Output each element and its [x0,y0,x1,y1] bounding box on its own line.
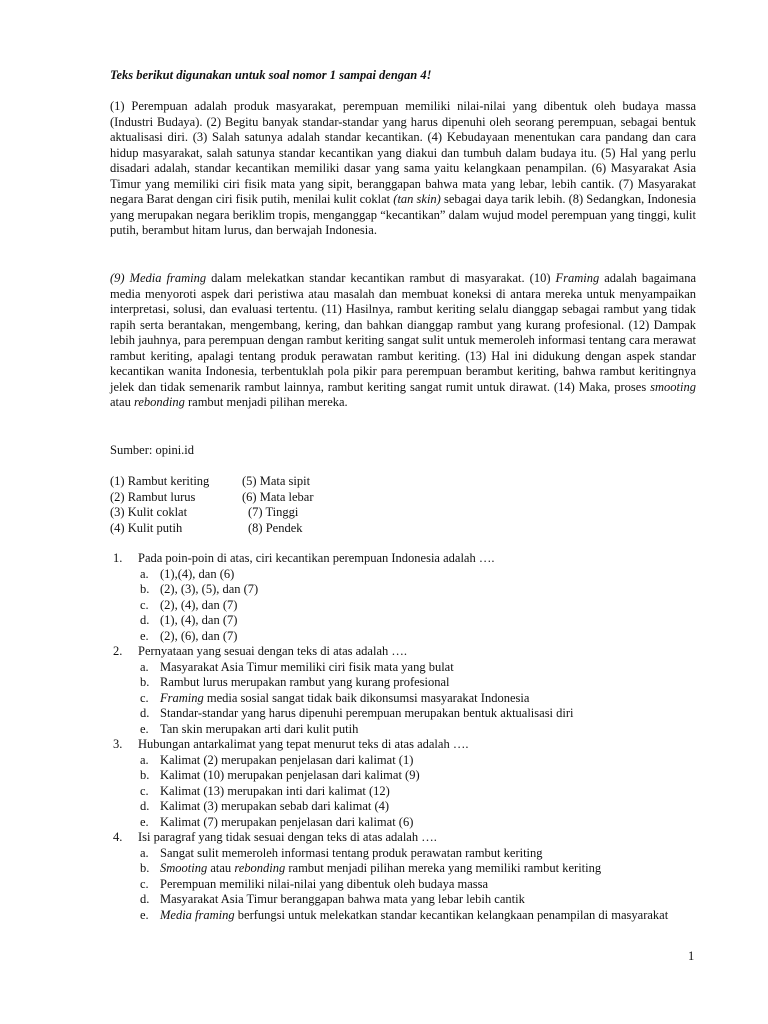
option-text: (2), (3), (5), dan (7) [160,582,259,596]
option-letter: c. [140,690,149,705]
option-letter: a. [140,845,149,860]
answer-option [110,846,710,862]
key-item: (4) Kulit putih [110,520,183,535]
answer-option [110,722,710,738]
option-text: Kalimat (13) merupakan inti dari kalimat (12) [160,783,390,798]
option-letter: a. [140,566,149,581]
paragraph-text: Framing [555,271,600,285]
option-letter: c. [140,876,149,891]
option-letter: d. [140,799,150,813]
answer-option [110,691,710,707]
paragraph-text: (9) Media framing [110,271,207,285]
option-letter: e. [140,721,149,736]
key-item: (1) Rambut keriting [110,474,210,488]
question-text: Isi paragraf yang tidak sesuai dengan teks di atas adalah …. [138,830,437,844]
page-number: 1 [688,949,695,963]
question-text: Pernyataan yang sesuai dengan teks di atas adalah …. [138,644,408,658]
option-letter: d. [140,706,150,720]
option-letter: b. [140,861,150,875]
option-text: Masyarakat Asia Timur memiliki ciri fisik mata yang bulat [160,659,454,674]
question-text: Hubungan antarkalimat yang tepat menurut teks di atas adalah …. [138,737,469,751]
option-text: Kalimat (2) merupakan penjelasan dari kalimat (1) [160,752,414,767]
option-text: Media framing [160,907,235,922]
option-letter: d. [140,613,150,627]
key-list-left [110,474,209,536]
paragraph-text: (1) Perempuan adalah produk masyarakat, perempuan memiliki nilai-nilai yang dibentuk oleh budaya massa (Industri Budaya). (2) Begitu banyak standar-standar yang harus dipenuhi oleh seorang perempuan, sebagai bentuk aktualisasi diri. (3) Salah satunya adalah standar kecantikan. (4) Kebudayaan menentukan cara pandang dan cara hidup masyarakat, salah satunya standar kecantikan yang diakui dan tumbuh dalam budaya itu. (5) Hal yang perlu disadari adalah, standar kecantikan memiliki dasar yang sama yaitu kelangkaan penampilan. (6) Masyarakat Asia Timur yang memiliki ciri fisik mata yang sipit, beranggapan bahwa mata yang lebar, lebih cantik. (7) Masyarakat negara Barat dengan ciri fisik putih, menilai kulit coklat [110,99,696,206]
answer-option [110,799,710,815]
question-number: 1. [113,551,123,565]
answer-option [110,768,710,784]
source-citation: Sumber: opini.id [110,443,195,457]
option-letter: e. [140,907,149,922]
answer-option [110,567,710,583]
paragraph-text: atau [110,395,134,409]
question [110,830,710,923]
question-number: 4. [113,830,123,844]
option-text: Kalimat (10) merupakan penjelasan dari kalimat (9) [160,768,420,782]
option-letter: e. [140,628,149,643]
answer-option [110,861,710,877]
answer-option [110,892,710,908]
option-text: Masyarakat Asia Timur beranggapan bahwa mata yang lebar lebih cantik [160,892,525,906]
paragraph-text: adalah bagaimana media menyoroti aspek dari peristiwa atau masalah dan membuat koneksi di antara mereka untuk menyampaikan interpretasi, solusi, dan evaluasi tertentu. (11) Hasilnya, rambut keriting selalu dianggap sebagai rambut yang tidak rapih serta berantakan, mengembang, kering, dan bahkan dianggap rambut yang kurang profesional. (12) Dampak lebih jauhnya, para perempuan dengan rambut keriting sangat sulit untuk memeroleh informasi tentang cara merawat rambut keriting, apalagi tentang produk perawatan rambut keriting. (13) Hal ini didukung dengan aspek standar kecantikan wanita Indonesia, terbentuklah pola pikir para perempuan berambut keriting, bahwa rambut keritingnya jelek dan tidak semenarik rambut lainnya, rambut keriting sangat rumit untuk dirawat. (14) Maka, proses [110,271,696,394]
option-letter: b. [140,768,150,782]
option-letter: b. [140,675,150,689]
answer-option [110,877,710,893]
option-letter: e. [140,814,149,829]
answer-option [110,613,710,629]
key-item: (3) Kulit coklat [110,505,188,519]
answer-option [110,598,710,614]
option-text: Standar-standar yang harus dipenuhi perempuan merupakan bentuk aktualisasi diri [160,706,574,720]
answer-option [110,629,710,645]
option-text: Kalimat (3) merupakan sebab dari kalimat (4) [160,799,390,813]
option-text: Kalimat (7) merupakan penjelasan dari kalimat (6) [160,814,414,829]
option-letter: a. [140,659,149,674]
paragraph-text: rebonding [133,395,185,409]
option-text: (1),(4), dan (6) [160,566,235,581]
key-item: (7) Tinggi [248,505,299,519]
option-text: Rambut lurus merupakan rambut yang kurang profesional [160,675,450,689]
option-text: (2), (4), dan (7) [160,597,238,612]
option-text: atau [207,861,235,875]
paragraph-1 [110,99,696,239]
option-text: rambut menjadi pilihan mereka yang memiliki rambut keriting [285,861,602,875]
option-text: berfungsi untuk melekatkan standar kecantikan kelangkaan penampilan di masyarakat [234,907,669,922]
paragraph-text: smooting [650,379,696,394]
answer-option [110,675,710,691]
option-letter: b. [140,582,150,596]
key-item: (2) Rambut lurus [110,489,196,504]
option-text: Perempuan memiliki nilai-nilai yang dibentuk oleh budaya massa [160,876,489,891]
answer-option [110,582,710,598]
option-text: Smooting [160,861,208,875]
paragraph-text: dalam melekatkan standar kecantikan rambut di masyarakat. (10) [206,271,556,285]
question-number: 3. [113,737,123,751]
question-list [110,551,710,923]
answer-option [110,815,710,831]
paragraph-text: (tan skin) [393,192,441,206]
paragraph-text: sebagai daya tarik lebih. (8) Sedangkan, Indonesia yang merupakan negara beriklim tropis, menganggap “kecantikan” dalam wujud model perempuan yang tinggi, kulit putih, berambut hitam lurus, dan berwajah Indonesia. [110,192,696,237]
answer-option [110,908,710,924]
option-text: media sosial sangat tidak baik dikonsumsi masyarakat Indonesia [203,690,530,705]
instruction-heading: Teks berikut digunakan untuk soal nomor 1 sampai dengan 4! [110,68,432,82]
option-text: rebonding [234,861,286,875]
option-letter: d. [140,892,150,906]
question [110,644,710,737]
option-letter: c. [140,597,149,612]
answer-option [110,660,710,676]
option-text: (2), (6), dan (7) [160,628,238,643]
option-text: (1), (4), dan (7) [160,613,238,627]
paragraph-text: rambut menjadi pilihan mereka. [184,395,348,409]
key-item: (6) Mata lebar [242,489,314,504]
option-text: Tan skin merupakan arti dari kulit putih [160,721,359,736]
paragraph-2 [110,271,696,411]
option-text: Framing [160,690,204,705]
option-letter: c. [140,783,149,798]
option-text: Sangat sulit memeroleh informasi tentang produk perawatan rambut keriting [160,845,543,860]
question [110,737,710,830]
option-letter: a. [140,752,149,767]
question-number: 2. [113,644,123,658]
answer-option [110,706,710,722]
question-text: Pada poin-poin di atas, ciri kecantikan perempuan Indonesia adalah …. [138,551,495,565]
key-item: (8) Pendek [248,520,303,535]
key-list-right [242,474,314,536]
answer-option [110,784,710,800]
question [110,551,710,644]
answer-option [110,753,710,769]
key-item: (5) Mata sipit [242,474,311,488]
